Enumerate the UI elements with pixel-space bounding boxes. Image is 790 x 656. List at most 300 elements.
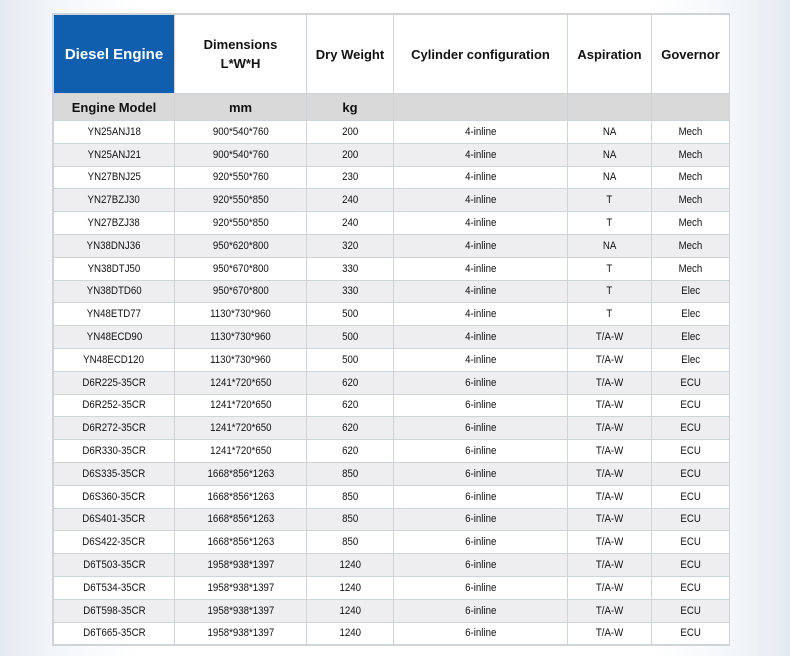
cylinder-cell-text: 4-inline [464,217,497,230]
aspiration-cell [568,554,652,577]
table-row [54,485,730,508]
table-row [54,394,730,417]
empty-subheader [652,94,730,121]
cylinder-cell [394,143,568,166]
dry-weight-cell-text: 240 [341,217,359,230]
table-row [54,257,730,280]
dimensions-cell [175,234,307,257]
governor-cell [652,462,730,485]
dry-weight-cell-text: 850 [341,536,359,549]
dimensions-cell [175,143,307,166]
governor-cell-text: ECU [680,422,701,435]
engine-model-cell-text: YN25ANJ21 [87,148,141,161]
dry-weight-cell [307,121,394,144]
engine-model-cell-text: D6S335-35CR [82,467,146,480]
dry-weight-cell [307,143,394,166]
cylinder-cell [394,166,568,189]
dimensions-cell-text: 1241*720*650 [209,376,272,389]
governor-cell [652,303,730,326]
engine-model-cell-text: YN48ETD77 [86,308,142,321]
governor-cell [652,531,730,554]
dry-weight-cell-text: 620 [341,422,359,435]
aspiration-cell-text: NA [602,171,617,184]
cylinder-cell-text: 6-inline [464,422,497,435]
dimensions-cell-text: 1130*730*960 [210,331,271,344]
dimensions-cell-text: 1958*938*1397 [207,604,274,617]
table-row [54,166,730,189]
aspiration-cell [568,394,652,417]
dimensions-cell-text: 1958*938*1397 [207,559,274,572]
engine-model-cell [54,234,175,257]
cylinder-cell [394,121,568,144]
dimensions-cell-text: 1668*856*1263 [207,490,274,503]
engine-model-cell-text: D6S422-35CR [82,536,146,549]
aspiration-cell [568,599,652,622]
cylinder-cell [394,576,568,599]
dimensions-cell [175,371,307,394]
dimensions-cell-text: 1958*938*1397 [207,581,274,594]
governor-cell [652,485,730,508]
dimensions-cell-text: 1130*730*960 [210,353,271,366]
dry-weight-cell [307,417,394,440]
engine-model-cell-text: YN25ANJ18 [87,125,141,138]
cylinder-cell-text: 6-inline [464,604,497,617]
cylinder-cell-text: 4-inline [464,171,497,184]
cylinder-cell-text: 4-inline [464,308,497,321]
aspiration-cell-text: T/A-W [595,353,624,366]
engine-model-cell-text: D6S360-35CR [82,490,146,503]
cylinder-cell-text: 6-inline [464,536,497,549]
dry-weight-cell [307,166,394,189]
aspiration-cell [568,303,652,326]
governor-cell-text: ECU [680,445,701,458]
dimensions-cell-text: 1130*730*960 [210,308,271,321]
dry-weight-cell [307,576,394,599]
dry-weight-cell-text: 620 [341,399,359,412]
engine-model-cell [54,280,175,303]
governor-cell [652,280,730,303]
governor-cell-text: ECU [680,399,701,412]
aspiration-cell [568,440,652,463]
dimensions-cell-text: 1668*856*1263 [207,513,274,526]
engine-model-cell-text: YN27BNJ25 [87,171,141,184]
engine-model-cell-text: YN38DNJ36 [87,239,141,252]
governor-cell-text: Elec [681,331,700,344]
dry-weight-cell [307,599,394,622]
cylinder-cell [394,348,568,371]
cylinder-cell-text: 6-inline [464,376,497,389]
engine-model-cell-text: YN48ECD90 [86,331,142,344]
cylinder-cell-text: 4-inline [464,239,497,252]
table-row [54,303,730,326]
governor-cell-text: Mech [678,148,703,161]
dimensions-cell [175,303,307,326]
governor-cell-text: ECU [680,376,701,389]
aspiration-cell-text: NA [602,125,617,138]
cylinder-cell-text: 6-inline [464,467,497,480]
dry-weight-cell-text: 620 [341,376,359,389]
aspiration-cell [568,371,652,394]
table-row [54,371,730,394]
engine-model-cell-text: D6R330-35CR [82,445,146,458]
table-row [54,622,730,645]
governor-cell [652,257,730,280]
dimensions-cell [175,326,307,349]
aspiration-cell-text: T/A-W [595,399,624,412]
dry-weight-cell [307,303,394,326]
aspiration-cell-text: T/A-W [595,536,624,549]
governor-cell [652,143,730,166]
dry-weight-cell-text: 320 [341,239,359,252]
engine-model-cell [54,508,175,531]
dimension-unit-subheader: mm [175,94,307,121]
aspiration-cell [568,531,652,554]
aspiration-header-cell: Aspiration [568,15,652,94]
governor-cell-text: Elec [681,353,700,366]
dimensions-cell [175,212,307,235]
engine-model-cell-text: D6S401-35CR [82,513,146,526]
dry-weight-cell-text: 850 [341,467,359,480]
dimensions-header-cell [175,15,307,94]
dimensions-cell-text: 920*550*850 [212,194,269,207]
engine-model-cell [54,622,175,645]
engine-model-cell [54,166,175,189]
dry-weight-cell [307,394,394,417]
engine-model-cell [54,440,175,463]
governor-header-cell: Governor [652,15,730,94]
dimensions-cell [175,462,307,485]
aspiration-cell [568,234,652,257]
table-row [54,143,730,166]
dimensions-cell-text: 900*540*760 [212,148,269,161]
engine-model-cell-text: D6R225-35CR [82,376,146,389]
aspiration-cell-text: T/A-W [595,581,624,594]
cylinder-cell-text: 4-inline [464,353,497,366]
governor-cell [652,234,730,257]
governor-cell [652,189,730,212]
cylinder-cell [394,417,568,440]
dry-weight-cell-text: 500 [341,308,359,321]
dry-weight-cell-text: 200 [341,125,359,138]
aspiration-cell [568,166,652,189]
governor-cell [652,599,730,622]
engine-model-cell [54,257,175,280]
engine-model-cell [54,417,175,440]
dimensions-cell [175,485,307,508]
table-row [54,189,730,212]
engine-model-cell-text: YN27BZJ38 [87,217,141,230]
governor-cell-text: Mech [678,125,703,138]
cylinder-header-cell: Cylinder configuration [394,15,568,94]
engine-model-cell-text: YN38DTJ50 [87,262,141,275]
dimensions-cell [175,257,307,280]
dry-weight-cell [307,508,394,531]
aspiration-cell-text: T [606,194,613,207]
governor-cell [652,394,730,417]
aspiration-cell-text: T/A-W [595,627,624,640]
dimensions-cell-text: 1668*856*1263 [207,467,274,480]
aspiration-cell-text: T [606,285,613,298]
governor-cell [652,326,730,349]
engine-model-cell [54,371,175,394]
cylinder-cell-text: 6-inline [464,445,497,458]
cylinder-cell [394,257,568,280]
aspiration-cell-text: T/A-W [595,604,624,617]
dimensions-cell-text: 1241*720*650 [209,422,272,435]
cylinder-cell-text: 4-inline [464,331,497,344]
engine-model-cell [54,303,175,326]
dry-weight-cell-text: 850 [341,513,359,526]
dimensions-cell-text: 950*670*800 [212,285,269,298]
cylinder-cell-text: 6-inline [464,513,497,526]
aspiration-cell [568,257,652,280]
dry-weight-cell [307,326,394,349]
aspiration-cell [568,212,652,235]
governor-cell [652,121,730,144]
aspiration-cell-text: NA [602,239,617,252]
aspiration-cell-text: T/A-W [595,445,624,458]
table-row [54,234,730,257]
governor-cell-text: ECU [680,536,701,549]
dry-weight-cell-text: 200 [341,148,359,161]
table-row [54,280,730,303]
aspiration-cell [568,622,652,645]
dry-weight-cell-text: 240 [341,194,359,207]
engine-model-cell [54,394,175,417]
dimensions-cell-text: 920*550*760 [212,171,269,184]
table-row [54,440,730,463]
governor-cell [652,348,730,371]
engine-model-cell-text: D6T665-35CR [82,627,146,640]
cylinder-cell-text: 4-inline [464,125,497,138]
cylinder-cell [394,440,568,463]
cylinder-cell-text: 6-inline [464,559,497,572]
governor-cell-text: ECU [680,604,701,617]
engine-model-cell [54,348,175,371]
dry-weight-cell [307,531,394,554]
governor-cell [652,554,730,577]
aspiration-cell-text: T [606,262,613,275]
aspiration-cell-text: NA [602,148,617,161]
cylinder-cell-text: 4-inline [464,285,497,298]
dimensions-cell-text: 1241*720*650 [209,445,272,458]
dimensions-cell-text: 1958*938*1397 [207,627,274,640]
table-row [54,531,730,554]
cylinder-cell [394,371,568,394]
dimensions-header-label: Dimensions [203,37,278,52]
aspiration-cell [568,485,652,508]
governor-cell [652,576,730,599]
governor-cell-text: ECU [680,581,701,594]
governor-cell [652,212,730,235]
table-row [54,462,730,485]
governor-cell-text: ECU [680,559,701,572]
dimensions-cell-text: 920*550*850 [212,217,269,230]
governor-cell-text: Elec [681,308,700,321]
table-row [54,599,730,622]
table-row [54,121,730,144]
engine-model-cell [54,326,175,349]
engine-model-cell-text: D6R252-35CR [82,399,146,412]
table-row [54,554,730,577]
aspiration-cell [568,417,652,440]
table-row [54,212,730,235]
aspiration-cell [568,121,652,144]
spec-table-frame [52,13,730,646]
table-row [54,417,730,440]
cylinder-cell-text: 6-inline [464,490,497,503]
engine-spec-table [53,14,730,645]
dimensions-cell [175,508,307,531]
dimensions-cell [175,280,307,303]
governor-cell-text: Mech [678,239,703,252]
table-header-row [54,15,730,94]
aspiration-cell-text: T/A-W [595,490,624,503]
aspiration-cell-text: T/A-W [595,559,624,572]
aspiration-cell [568,326,652,349]
governor-cell-text: ECU [680,627,701,640]
table-subheader-row [54,94,730,121]
dry-weight-cell-text: 1240 [339,581,361,594]
dry-weight-cell-text: 1240 [339,559,361,572]
engine-model-subheader: Engine Model [54,94,175,121]
cylinder-cell [394,212,568,235]
dry-weight-cell [307,622,394,645]
dimensions-cell [175,554,307,577]
dimensions-cell [175,622,307,645]
dimensions-cell [175,121,307,144]
engine-model-cell [54,576,175,599]
governor-cell [652,371,730,394]
governor-cell-text: ECU [680,467,701,480]
engine-model-cell-text: D6T534-35CR [82,581,146,594]
dimensions-cell [175,417,307,440]
dry-weight-cell-text: 500 [341,353,359,366]
empty-subheader [394,94,568,121]
dimensions-cell [175,531,307,554]
dimensions-cell [175,599,307,622]
dry-weight-cell [307,371,394,394]
dry-weight-cell [307,234,394,257]
dimensions-cell-text: 950*620*800 [212,239,269,252]
aspiration-cell [568,508,652,531]
aspiration-cell [568,143,652,166]
dry-weight-cell-text: 850 [341,490,359,503]
governor-cell [652,166,730,189]
aspiration-cell-text: T/A-W [595,467,624,480]
engine-model-cell-text: YN48ECD120 [83,353,145,366]
engine-model-cell-text: YN27BZJ30 [87,194,141,207]
dimensions-cell [175,394,307,417]
aspiration-cell [568,462,652,485]
dry-weight-cell [307,257,394,280]
dry-weight-cell [307,348,394,371]
cylinder-cell [394,189,568,212]
governor-cell-text: Mech [678,262,703,275]
dimensions-cell [175,348,307,371]
aspiration-cell-text: T [606,308,613,321]
dry-weight-cell [307,189,394,212]
engine-model-cell [54,121,175,144]
cylinder-cell-text: 4-inline [464,262,497,275]
cylinder-cell [394,485,568,508]
table-row [54,348,730,371]
dry-weight-cell-text: 1240 [339,604,361,617]
aspiration-cell-text: T/A-W [595,331,624,344]
engine-model-cell-text: D6R272-35CR [82,422,146,435]
cylinder-cell [394,531,568,554]
dimensions-cell [175,189,307,212]
aspiration-cell-text: T [606,217,613,230]
dry-weight-cell [307,440,394,463]
governor-cell [652,508,730,531]
aspiration-cell-text: T/A-W [595,376,624,389]
engine-model-cell [54,554,175,577]
cylinder-cell [394,280,568,303]
cylinder-cell [394,326,568,349]
governor-cell-text: ECU [680,490,701,503]
dry-weight-cell-text: 1240 [339,627,361,640]
engine-model-cell-text: YN38DTD60 [86,285,142,298]
dimensions-cell [175,166,307,189]
governor-cell [652,622,730,645]
governor-cell-text: ECU [680,513,701,526]
governor-cell-text: Mech [678,171,703,184]
engine-model-cell [54,485,175,508]
cylinder-cell [394,622,568,645]
aspiration-cell-text: T/A-W [595,422,624,435]
cylinder-cell-text: 4-inline [464,194,497,207]
engine-model-cell [54,212,175,235]
cylinder-cell-text: 6-inline [464,581,497,594]
dry-weight-cell-text: 620 [341,445,359,458]
empty-subheader [568,94,652,121]
dimensions-cell-text: 900*540*760 [212,125,269,138]
dimensions-cell [175,440,307,463]
aspiration-cell-text: T/A-W [595,513,624,526]
cylinder-cell-text: 6-inline [464,627,497,640]
aspiration-cell [568,189,652,212]
cylinder-cell [394,554,568,577]
cylinder-cell [394,303,568,326]
cylinder-cell [394,508,568,531]
engine-model-cell [54,462,175,485]
governor-cell-text: Mech [678,194,703,207]
dimensions-cell-text: 1668*856*1263 [207,536,274,549]
weight-unit-subheader: kg [307,94,394,121]
engine-model-cell [54,531,175,554]
governor-cell [652,440,730,463]
table-row [54,508,730,531]
dry-weight-cell [307,212,394,235]
dry-weight-cell [307,462,394,485]
dimensions-header-formula: L*W*H [220,56,261,71]
dry-weight-cell [307,554,394,577]
aspiration-cell [568,576,652,599]
engine-model-cell-text: D6T503-35CR [82,559,146,572]
dry-weight-header-cell: Dry Weight [307,15,394,94]
dry-weight-cell-text: 230 [341,171,359,184]
dry-weight-cell [307,280,394,303]
cylinder-cell [394,599,568,622]
governor-cell [652,417,730,440]
governor-cell-text: Elec [681,285,700,298]
aspiration-cell [568,280,652,303]
dimensions-cell-text: 1241*720*650 [209,399,272,412]
engine-model-cell [54,599,175,622]
dry-weight-cell-text: 330 [341,285,359,298]
table-row [54,576,730,599]
